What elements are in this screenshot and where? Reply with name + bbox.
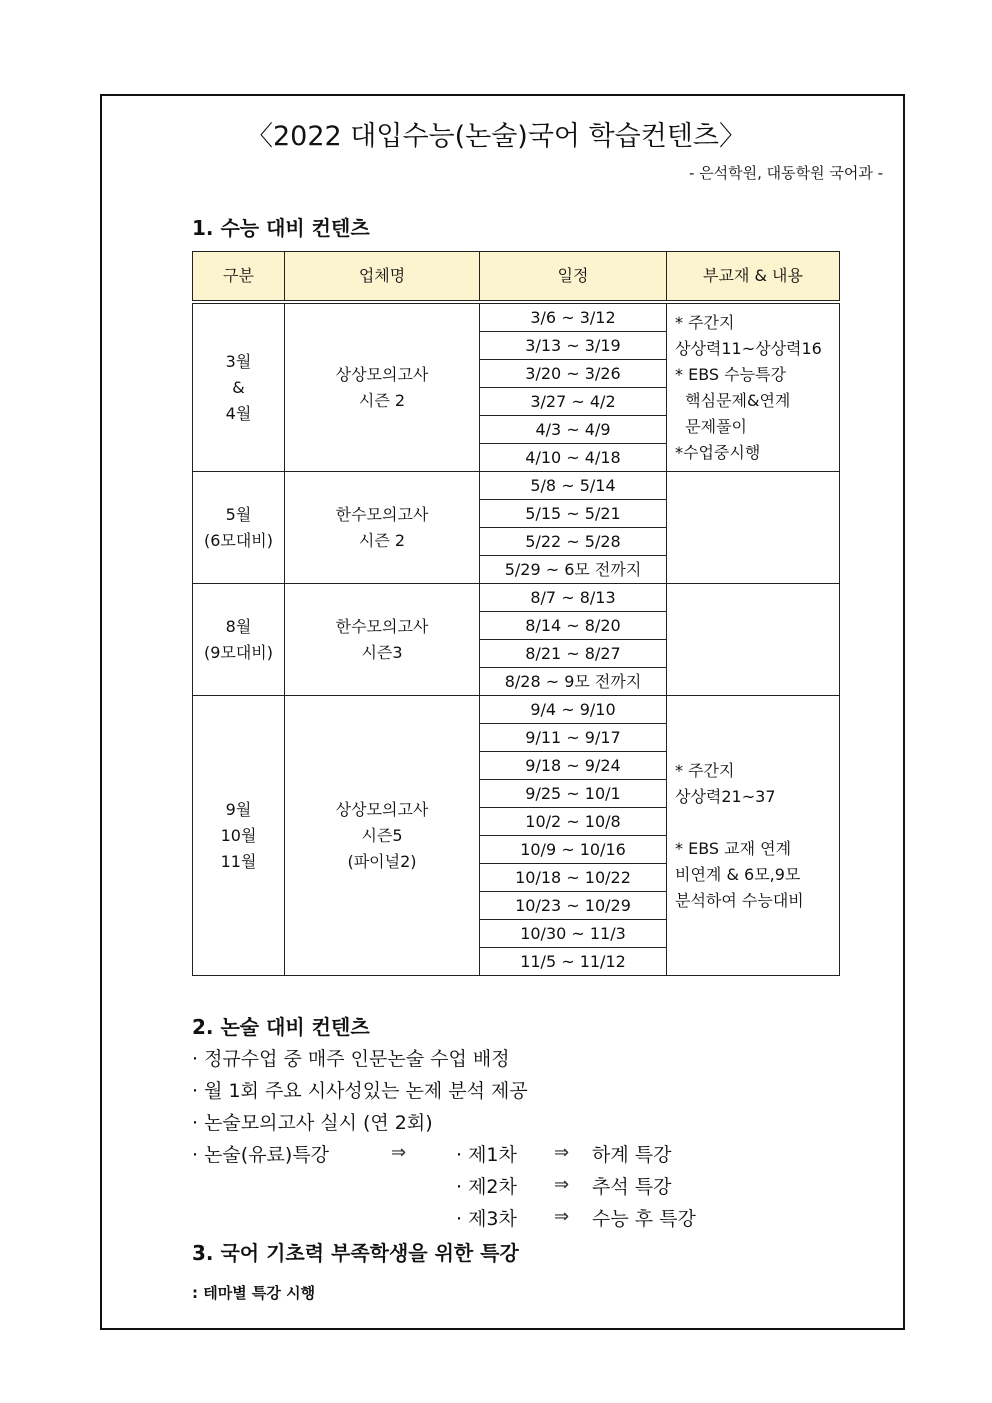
period-line: 4월 bbox=[225, 403, 252, 423]
vendor-line: 시즌 2 bbox=[358, 390, 406, 410]
special-label: · 논술(유료)특강 bbox=[192, 1144, 330, 1166]
materials-line: * EBS 교재 연계 bbox=[675, 838, 792, 858]
special-desc: 추석 특강 bbox=[592, 1176, 672, 1198]
bullet-item: · 정규수업 중 매주 인문논술 수업 배정 bbox=[192, 1048, 510, 1070]
vendor-line: 한수모의고사 bbox=[335, 504, 429, 524]
materials-line bbox=[675, 810, 839, 836]
materials-line: 문제풀이 bbox=[675, 416, 747, 436]
schedule-table bbox=[192, 251, 840, 976]
arrow-icon: ⇒ bbox=[554, 1142, 570, 1163]
page-subtitle: - 은석학원, 대동학원 국어과 - bbox=[688, 164, 883, 182]
header-vendor: 업체명 bbox=[285, 252, 480, 303]
vendor-line: 시즌5 bbox=[361, 825, 403, 845]
bullet-item: · 월 1회 주요 시사성있는 논제 분석 제공 bbox=[192, 1080, 528, 1102]
schedule-date: 10/9 ~ 10/16 bbox=[480, 836, 667, 864]
materials-line: 상상력11~상상력16 bbox=[675, 338, 822, 358]
vendor-line: 시즌3 bbox=[361, 642, 403, 662]
vendor-line: 한수모의고사 bbox=[335, 616, 429, 636]
section2-heading: 2. 논술 대비 컨텐츠 bbox=[192, 1015, 370, 1039]
materials-cell bbox=[667, 584, 840, 696]
vendor-line: 시즌 2 bbox=[358, 530, 406, 550]
vendor-line: 상상모의고사 bbox=[335, 364, 429, 384]
period-line: & bbox=[232, 377, 245, 397]
materials-line: * 주간지 bbox=[675, 760, 735, 780]
special-round: · 제1차 bbox=[456, 1144, 517, 1166]
schedule-date: 5/22 ~ 5/28 bbox=[480, 528, 667, 556]
materials-line: 분석하여 수능대비 bbox=[675, 890, 804, 910]
schedule-date: 8/7 ~ 8/13 bbox=[480, 584, 667, 612]
materials-cell bbox=[667, 302, 840, 472]
materials-line: *수업중시행 bbox=[675, 442, 761, 462]
schedule-date: 3/27 ~ 4/2 bbox=[480, 388, 667, 416]
bullet-item: · 논술모의고사 실시 (연 2회) bbox=[192, 1112, 433, 1134]
materials-line: 비연계 & 6모,9모 bbox=[675, 864, 801, 884]
section1-heading: 1. 수능 대비 컨텐츠 bbox=[192, 216, 370, 240]
header-schedule: 일정 bbox=[480, 252, 667, 303]
materials-line: 핵심문제&연계 bbox=[675, 390, 791, 410]
period-line: 5월 bbox=[225, 504, 252, 524]
schedule-date: 10/30 ~ 11/3 bbox=[480, 920, 667, 948]
period-line: 9월 bbox=[225, 799, 252, 819]
special-round: · 제3차 bbox=[456, 1208, 517, 1230]
vendor-cell bbox=[285, 302, 480, 472]
schedule-date: 8/21 ~ 8/27 bbox=[480, 640, 667, 668]
materials-line: * 주간지 bbox=[675, 312, 735, 332]
schedule-date: 3/6 ~ 3/12 bbox=[480, 302, 667, 332]
period-line: 3월 bbox=[225, 351, 252, 371]
arrow-icon: ⇒ bbox=[554, 1206, 570, 1227]
period-cell bbox=[193, 696, 285, 976]
arrow-icon: ⇒ bbox=[554, 1174, 570, 1195]
schedule-date: 9/18 ~ 9/24 bbox=[480, 752, 667, 780]
schedule-date: 9/25 ~ 10/1 bbox=[480, 780, 667, 808]
special-round: · 제2차 bbox=[456, 1176, 517, 1198]
schedule-date: 9/4 ~ 9/10 bbox=[480, 696, 667, 724]
period-line: (6모대비) bbox=[203, 530, 274, 550]
schedule-date: 8/28 ~ 9모 전까지 bbox=[480, 668, 667, 696]
vendor-cell bbox=[285, 472, 480, 584]
header-materials: 부교재 & 내용 bbox=[667, 252, 840, 303]
schedule-date: 3/13 ~ 3/19 bbox=[480, 332, 667, 360]
materials-line: 상상력21~37 bbox=[675, 786, 776, 806]
vendor-line: (파이널2) bbox=[347, 851, 417, 871]
schedule-date: 10/2 ~ 10/8 bbox=[480, 808, 667, 836]
vendor-line: 상상모의고사 bbox=[335, 799, 429, 819]
table-row bbox=[193, 472, 840, 500]
period-line: 10월 bbox=[220, 825, 257, 845]
table-row bbox=[193, 302, 840, 332]
schedule-date: 4/10 ~ 4/18 bbox=[480, 444, 667, 472]
table-row bbox=[193, 584, 840, 612]
period-line: (9모대비) bbox=[203, 642, 274, 662]
section3-heading: 3. 국어 기초력 부족학생을 위한 특강 bbox=[192, 1241, 519, 1265]
period-line: 8월 bbox=[225, 616, 252, 636]
arrow-icon: ⇒ bbox=[391, 1142, 407, 1163]
schedule-date: 8/14 ~ 8/20 bbox=[480, 612, 667, 640]
schedule-date: 11/5 ~ 11/12 bbox=[480, 948, 667, 976]
period-cell bbox=[193, 472, 285, 584]
schedule-date: 5/15 ~ 5/21 bbox=[480, 500, 667, 528]
table-row bbox=[193, 696, 840, 724]
header-category: 구분 bbox=[193, 252, 285, 303]
special-desc: 수능 후 특강 bbox=[592, 1208, 696, 1230]
schedule-date: 4/3 ~ 4/9 bbox=[480, 416, 667, 444]
section3-note: : 테마별 특강 시행 bbox=[192, 1284, 316, 1302]
special-desc: 하계 특강 bbox=[592, 1144, 672, 1166]
period-cell bbox=[193, 302, 285, 472]
materials-cell bbox=[667, 472, 840, 584]
schedule-date: 5/29 ~ 6모 전까지 bbox=[480, 556, 667, 584]
schedule-date: 10/18 ~ 10/22 bbox=[480, 864, 667, 892]
page-title: 〈2022 대입수능(논술)국어 학습컨텐츠〉 bbox=[245, 121, 746, 152]
table-header-row bbox=[193, 252, 840, 303]
vendor-cell bbox=[285, 584, 480, 696]
period-line: 11월 bbox=[220, 851, 257, 871]
period-cell bbox=[193, 584, 285, 696]
materials-cell bbox=[667, 696, 840, 976]
materials-line: * EBS 수능특강 bbox=[675, 364, 786, 384]
schedule-date: 9/11 ~ 9/17 bbox=[480, 724, 667, 752]
schedule-date: 3/20 ~ 3/26 bbox=[480, 360, 667, 388]
schedule-date: 5/8 ~ 5/14 bbox=[480, 472, 667, 500]
vendor-cell bbox=[285, 696, 480, 976]
schedule-date: 10/23 ~ 10/29 bbox=[480, 892, 667, 920]
